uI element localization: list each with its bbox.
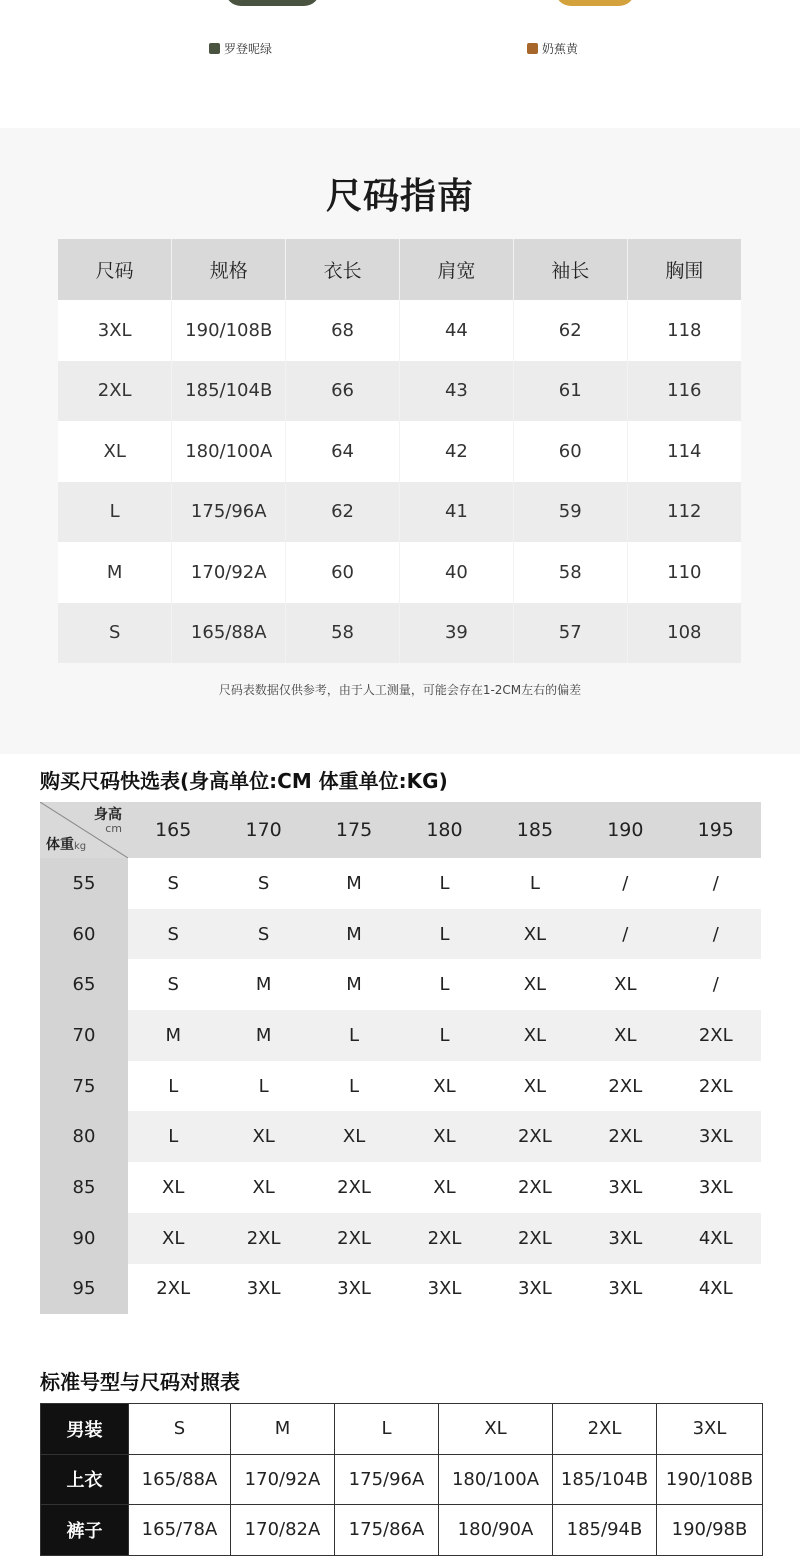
table-cell: 3XL [580, 1213, 670, 1264]
weight-row-header: 95 [40, 1264, 128, 1315]
table-cell: 165/88A [129, 1454, 231, 1505]
table-row [41, 1454, 763, 1505]
table-corner-header [40, 802, 128, 858]
table-row [41, 1404, 763, 1455]
table-cell: M [218, 959, 308, 1010]
weight-row-header: 60 [40, 909, 128, 960]
table-cell: 190/108B [172, 300, 286, 361]
table-cell: M [309, 959, 399, 1010]
table-cell: 2XL [553, 1404, 657, 1455]
table-cell: L [218, 1061, 308, 1112]
row-header: 上衣 [41, 1454, 129, 1505]
height-column-header: 185 [490, 802, 580, 858]
table-body [58, 300, 741, 663]
color-dot-icon [527, 43, 538, 54]
table-cell: 39 [399, 603, 513, 664]
table-cell: 2XL [309, 1213, 399, 1264]
table-cell: 170/92A [172, 542, 286, 603]
table-cell: 58 [286, 603, 400, 664]
table-cell: XL [439, 1404, 553, 1455]
table-cell: 114 [627, 421, 741, 482]
table-row [58, 542, 741, 603]
table-cell: 175/96A [172, 482, 286, 543]
table-cell: M [309, 909, 399, 960]
table-cell: 64 [286, 421, 400, 482]
table-row [40, 959, 761, 1010]
table-cell: 180/100A [439, 1454, 553, 1505]
table-cell: 4XL [671, 1213, 761, 1264]
table-cell: L [399, 909, 489, 960]
table-cell: L [58, 482, 172, 543]
table-cell: 2XL [671, 1010, 761, 1061]
row-header: 裤子 [41, 1505, 129, 1556]
table-header-row [40, 802, 761, 858]
quick-pick-title: 购买尺码快选表(身高单位:CM 体重单位:KG) [40, 769, 448, 793]
column-header: 胸围 [627, 239, 741, 300]
table-row [40, 858, 761, 909]
height-column-header: 195 [671, 802, 761, 858]
table-cell: 58 [513, 542, 627, 603]
table-cell: 61 [513, 361, 627, 422]
table-cell: 2XL [490, 1213, 580, 1264]
table-cell: 165/78A [129, 1505, 231, 1556]
table-cell: S [218, 858, 308, 909]
height-column-header: 165 [128, 802, 218, 858]
table-cell: 112 [627, 482, 741, 543]
table-cell: / [580, 909, 670, 960]
size-guide-title: 尺码指南 [325, 176, 474, 217]
table-cell: 2XL [58, 361, 172, 422]
weight-row-header: 75 [40, 1061, 128, 1112]
table-cell: 170/82A [231, 1505, 335, 1556]
product-image-green [225, 0, 320, 6]
table-cell: L [399, 1010, 489, 1061]
size-spec-table [58, 239, 741, 663]
table-cell: 60 [286, 542, 400, 603]
table-cell: 118 [627, 300, 741, 361]
table-row [40, 1061, 761, 1112]
table-cell: / [671, 959, 761, 1010]
table-cell: XL [399, 1111, 489, 1162]
column-header: 尺码 [58, 239, 172, 300]
table-cell: 41 [399, 482, 513, 543]
size-guide-note: 尺码表数据仅供参考，由于人工测量，可能会存在1-2CM左右的偏差 [218, 683, 582, 697]
table-row [58, 421, 741, 482]
table-cell: L [399, 959, 489, 1010]
table-row [58, 361, 741, 422]
table-cell: XL [128, 1162, 218, 1213]
table-header-row [58, 239, 741, 300]
weight-row-header: 70 [40, 1010, 128, 1061]
table-cell: L [309, 1010, 399, 1061]
table-cell: M [309, 858, 399, 909]
table-cell: XL [490, 1061, 580, 1112]
table-cell: 2XL [218, 1213, 308, 1264]
table-cell: XL [490, 909, 580, 960]
table-cell: 175/86A [335, 1505, 439, 1556]
table-cell: S [218, 909, 308, 960]
table-cell: 108 [627, 603, 741, 664]
table-cell: 60 [513, 421, 627, 482]
table-cell: 165/88A [172, 603, 286, 664]
color-swatch-strip [0, 0, 800, 128]
table-cell: 42 [399, 421, 513, 482]
table-cell: 2XL [580, 1111, 670, 1162]
column-header: 衣长 [286, 239, 400, 300]
table-cell: XL [218, 1111, 308, 1162]
swatch-yellow [527, 40, 578, 57]
swatch-label: 奶蕉黄 [542, 42, 579, 56]
table-cell: / [580, 858, 670, 909]
quick-pick-table [40, 802, 761, 1314]
table-cell: XL [399, 1162, 489, 1213]
table-cell: L [128, 1061, 218, 1112]
table-cell: 2XL [128, 1264, 218, 1315]
table-cell: 3XL [657, 1404, 763, 1455]
weight-row-header: 65 [40, 959, 128, 1010]
table-cell: 44 [399, 300, 513, 361]
table-row [40, 1162, 761, 1213]
table-cell: 68 [286, 300, 400, 361]
table-cell: XL [580, 1010, 670, 1061]
swatch-label: 罗登呢绿 [224, 42, 273, 56]
table-row [58, 300, 741, 361]
table-cell: 180/100A [172, 421, 286, 482]
table-cell: 62 [286, 482, 400, 543]
table-cell: 110 [627, 542, 741, 603]
table-cell: 3XL [58, 300, 172, 361]
column-header: 肩宽 [399, 239, 513, 300]
standard-table-title: 标准号型与尺码对照表 [40, 1370, 240, 1394]
table-cell: 190/108B [657, 1454, 763, 1505]
table-cell: 62 [513, 300, 627, 361]
table-cell: L [128, 1111, 218, 1162]
table-row [58, 482, 741, 543]
table-cell: / [671, 858, 761, 909]
table-cell: XL [309, 1111, 399, 1162]
table-cell: M [231, 1404, 335, 1455]
table-cell: 185/104B [172, 361, 286, 422]
table-body [40, 858, 761, 1314]
table-cell: S [58, 603, 172, 664]
column-header: 袖长 [513, 239, 627, 300]
table-row [40, 1213, 761, 1264]
table-row [40, 1264, 761, 1315]
table-cell: 116 [627, 361, 741, 422]
table-cell: 2XL [580, 1061, 670, 1112]
table-cell: 190/98B [657, 1505, 763, 1556]
table-cell: 3XL [671, 1111, 761, 1162]
product-image-yellow [555, 0, 635, 6]
corner-weight-label: 体重kg [46, 837, 87, 853]
table-cell: XL [128, 1213, 218, 1264]
row-header: 男装 [41, 1404, 129, 1455]
height-column-header: 190 [580, 802, 670, 858]
table-body [41, 1404, 763, 1556]
table-row [40, 1010, 761, 1061]
table-cell: XL [490, 959, 580, 1010]
table-cell: 2XL [309, 1162, 399, 1213]
table-cell: L [309, 1061, 399, 1112]
table-cell: 2XL [399, 1213, 489, 1264]
weight-row-header: 80 [40, 1111, 128, 1162]
table-row [58, 603, 741, 664]
table-cell: XL [58, 421, 172, 482]
table-cell: 175/96A [335, 1454, 439, 1505]
table-cell: 57 [513, 603, 627, 664]
table-cell: 3XL [490, 1264, 580, 1315]
table-cell: 3XL [309, 1264, 399, 1315]
table-cell: 4XL [671, 1264, 761, 1315]
table-cell: 185/94B [553, 1505, 657, 1556]
table-cell: M [218, 1010, 308, 1061]
height-column-header: 170 [218, 802, 308, 858]
weight-row-header: 55 [40, 858, 128, 909]
table-cell: 43 [399, 361, 513, 422]
table-cell: S [128, 909, 218, 960]
table-cell: M [58, 542, 172, 603]
table-row [40, 1111, 761, 1162]
table-cell: L [399, 858, 489, 909]
table-cell: 2XL [671, 1061, 761, 1112]
table-cell: XL [218, 1162, 308, 1213]
table-cell: L [490, 858, 580, 909]
size-guide-section [0, 128, 800, 754]
table-cell: 3XL [580, 1264, 670, 1315]
table-row [41, 1505, 763, 1556]
table-cell: 3XL [218, 1264, 308, 1315]
corner-height-label: 身高 cm [94, 807, 122, 835]
table-cell: S [128, 959, 218, 1010]
column-header: 规格 [172, 239, 286, 300]
table-cell: XL [399, 1061, 489, 1112]
table-row [40, 909, 761, 960]
color-dot-icon [209, 43, 220, 54]
swatch-green [209, 40, 272, 57]
table-cell: S [128, 858, 218, 909]
height-column-header: 180 [399, 802, 489, 858]
table-cell: 3XL [671, 1162, 761, 1213]
table-cell: 180/90A [439, 1505, 553, 1556]
table-cell: / [671, 909, 761, 960]
table-cell: L [335, 1404, 439, 1455]
table-cell: 2XL [490, 1111, 580, 1162]
table-cell: 3XL [399, 1264, 489, 1315]
table-cell: 185/104B [553, 1454, 657, 1505]
table-cell: 40 [399, 542, 513, 603]
table-cell: 170/92A [231, 1454, 335, 1505]
table-cell: XL [580, 959, 670, 1010]
table-cell: 66 [286, 361, 400, 422]
weight-row-header: 85 [40, 1162, 128, 1213]
table-cell: M [128, 1010, 218, 1061]
height-column-header: 175 [309, 802, 399, 858]
table-cell: 3XL [580, 1162, 670, 1213]
standard-size-table [40, 1403, 763, 1556]
table-cell: 2XL [490, 1162, 580, 1213]
table-cell: 59 [513, 482, 627, 543]
table-cell: XL [490, 1010, 580, 1061]
weight-row-header: 90 [40, 1213, 128, 1264]
table-cell: S [129, 1404, 231, 1455]
